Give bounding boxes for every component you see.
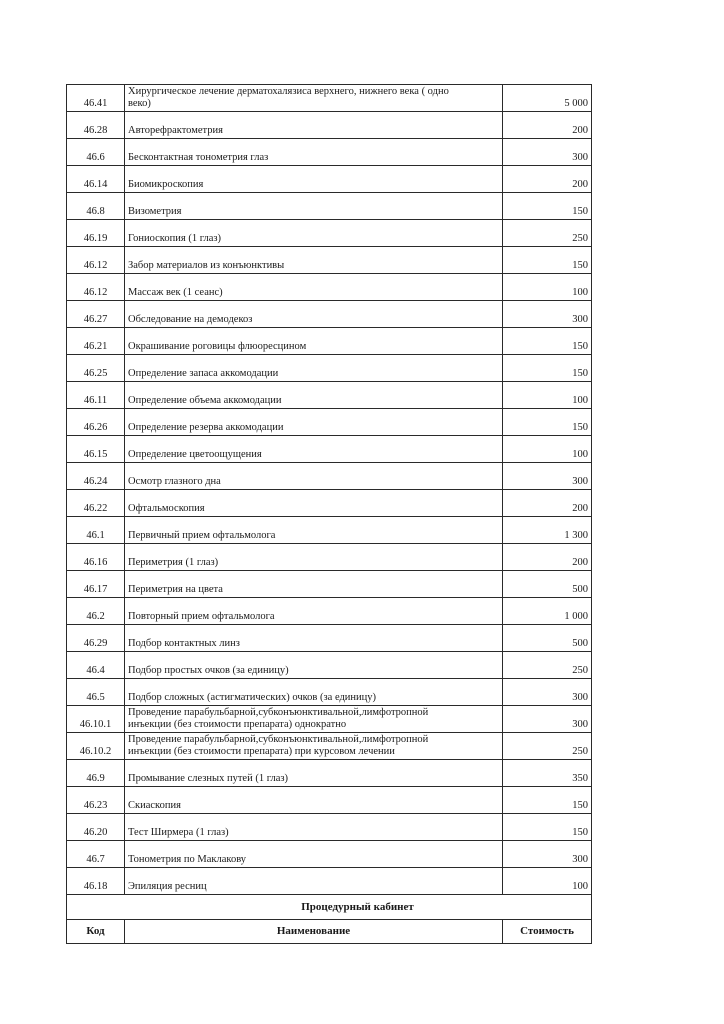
service-code: 46.26 [67,409,125,436]
table-row [67,382,592,409]
service-code: 46.21 [67,328,125,355]
service-code: 46.9 [67,760,125,787]
table-row [67,841,592,868]
table-row [67,490,592,517]
table-row [67,706,592,733]
service-name: Подбор простых очков (за единицу) [125,652,503,679]
service-name: Проведение парабульбарной,субконъюнктивальной,лимфотропной инъекции (без стоимости препарата) при курсовом лечении [125,733,503,760]
service-cost: 250 [503,220,592,247]
service-name: Периметрия (1 глаз) [125,544,503,571]
service-code: 46.29 [67,625,125,652]
service-cost: 5 000 [503,85,592,112]
service-cost: 500 [503,625,592,652]
service-code: 46.17 [67,571,125,598]
table-row [67,328,592,355]
service-cost: 500 [503,571,592,598]
service-code: 46.19 [67,220,125,247]
service-cost: 250 [503,652,592,679]
table-row [67,463,592,490]
service-code: 46.23 [67,787,125,814]
service-code: 46.41 [67,85,125,112]
table-row [67,814,592,841]
table-row [67,166,592,193]
service-code: 46.25 [67,355,125,382]
table-row [67,436,592,463]
column-header-name: Наименование [125,920,503,944]
service-cost: 350 [503,760,592,787]
price-table [66,84,592,944]
table-row [67,679,592,706]
service-name: Бесконтактная тонометрия глаз [125,139,503,166]
service-code: 46.28 [67,112,125,139]
service-name: Массаж век (1 сеанс) [125,274,503,301]
service-name: Забор материалов из конъюнктивы [125,247,503,274]
service-code: 46.22 [67,490,125,517]
service-code: 46.8 [67,193,125,220]
service-name: Тонометрия по Маклакову [125,841,503,868]
service-name: Хирургическое лечение дерматохалязиса верхнего, нижнего века ( одно веко) [125,85,503,112]
service-code: 46.1 [67,517,125,544]
table-row [67,544,592,571]
service-name: Обследование на демодекоз [125,301,503,328]
service-code: 46.2 [67,598,125,625]
service-code: 46.12 [67,247,125,274]
table-row [67,355,592,382]
service-code: 46.20 [67,814,125,841]
service-cost: 250 [503,733,592,760]
table-row [67,409,592,436]
service-code: 46.14 [67,166,125,193]
service-name: Визометрия [125,193,503,220]
service-name: Офтальмоскопия [125,490,503,517]
service-name: Осмотр глазного дна [125,463,503,490]
service-name: Тест Ширмера (1 глаз) [125,814,503,841]
service-name: Первичный прием офтальмолога [125,517,503,544]
service-code: 46.16 [67,544,125,571]
service-name: Повторный прием офтальмолога [125,598,503,625]
service-cost: 300 [503,463,592,490]
table-row [67,598,592,625]
table-row [67,247,592,274]
service-code: 46.10.2 [67,733,125,760]
service-cost: 200 [503,166,592,193]
service-cost: 300 [503,706,592,733]
service-cost: 150 [503,328,592,355]
service-cost: 100 [503,868,592,895]
table-row [67,868,592,895]
table-row [67,139,592,166]
table-row [67,652,592,679]
table-row [67,301,592,328]
table-row [67,193,592,220]
service-name: Определение запаса аккомодации [125,355,503,382]
service-cost: 150 [503,409,592,436]
table-row [67,787,592,814]
service-name: Определение объема аккомодации [125,382,503,409]
service-name: Гониоскопия (1 глаз) [125,220,503,247]
table-row [67,571,592,598]
service-code: 46.27 [67,301,125,328]
service-name: Эпиляция ресниц [125,868,503,895]
service-cost: 200 [503,544,592,571]
service-name: Определение резерва аккомодации [125,409,503,436]
service-name: Подбор сложных (астигматических) очков (за единицу) [125,679,503,706]
service-code: 46.7 [67,841,125,868]
service-name: Биомикроскопия [125,166,503,193]
service-name: Периметрия на цвета [125,571,503,598]
section-heading-row [67,895,592,920]
table-row [67,274,592,301]
service-cost: 150 [503,814,592,841]
service-code: 46.15 [67,436,125,463]
table-row [67,85,592,112]
service-cost: 300 [503,679,592,706]
service-name: Скиаскопия [125,787,503,814]
table-row [67,760,592,787]
column-header-row [67,920,592,944]
service-code: 46.4 [67,652,125,679]
column-header-code: Код [67,920,125,944]
service-name: Промывание слезных путей (1 глаз) [125,760,503,787]
table-row [67,112,592,139]
service-cost: 150 [503,787,592,814]
column-header-cost: Стоимость [503,920,592,944]
service-cost: 150 [503,193,592,220]
service-cost: 1 000 [503,598,592,625]
service-cost: 300 [503,841,592,868]
table-row [67,625,592,652]
service-name: Определение цветоощущения [125,436,503,463]
service-code: 46.10.1 [67,706,125,733]
service-name: Проведение парабульбарной,субконъюнктивальной,лимфотропной инъекции (без стоимости препарата) однократно [125,706,503,733]
service-code: 46.11 [67,382,125,409]
table-row [67,733,592,760]
service-cost: 1 300 [503,517,592,544]
service-name: Окрашивание роговицы флюоресцином [125,328,503,355]
service-cost: 150 [503,247,592,274]
service-code: 46.6 [67,139,125,166]
service-cost: 100 [503,382,592,409]
service-cost: 300 [503,301,592,328]
service-code: 46.24 [67,463,125,490]
service-code: 46.12 [67,274,125,301]
service-cost: 100 [503,274,592,301]
table-row [67,517,592,544]
service-cost: 200 [503,112,592,139]
service-name: Подбор контактных линз [125,625,503,652]
table-row [67,220,592,247]
section-title: Процедурный кабинет [67,895,592,920]
service-code: 46.5 [67,679,125,706]
service-cost: 300 [503,139,592,166]
service-cost: 150 [503,355,592,382]
service-cost: 200 [503,490,592,517]
service-cost: 100 [503,436,592,463]
service-code: 46.18 [67,868,125,895]
service-name: Авторефрактометрия [125,112,503,139]
